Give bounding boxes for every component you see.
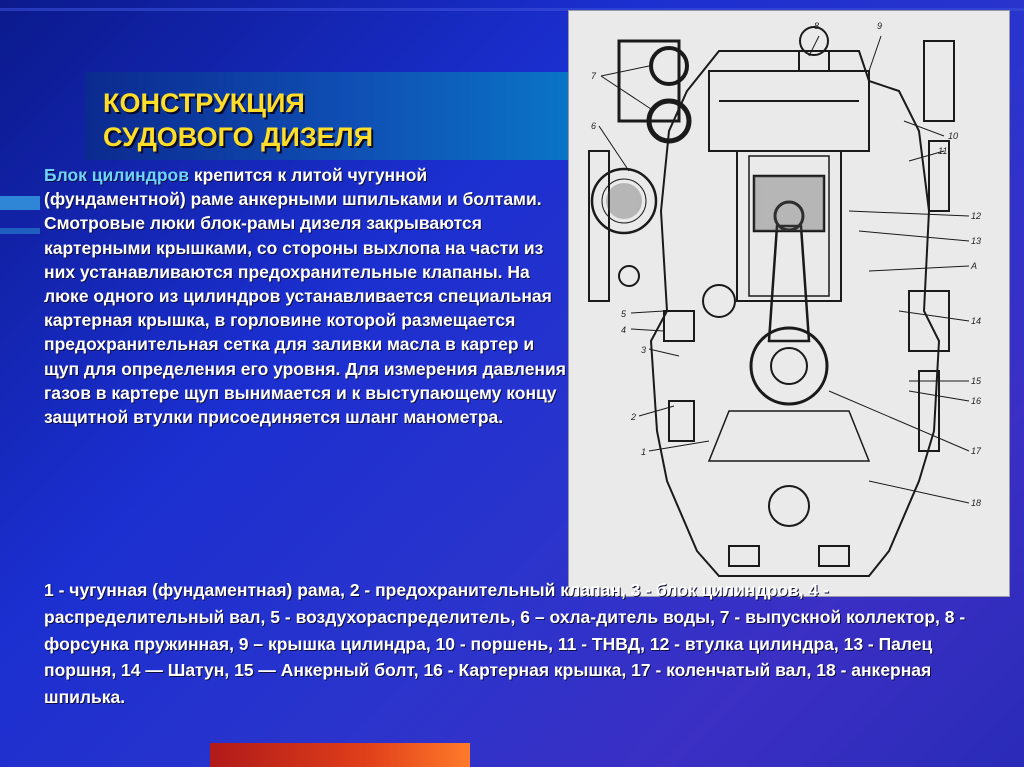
slide-title bbox=[103, 86, 563, 154]
label-right-5: 13 bbox=[971, 236, 982, 246]
label-right-0: 8 bbox=[814, 21, 820, 31]
label-left-4: 3 bbox=[641, 345, 647, 355]
label-left-3: 4 bbox=[621, 325, 627, 335]
label-left-2: 5 bbox=[621, 309, 627, 319]
label-right-6: A bbox=[971, 261, 978, 271]
label-left-1: 6 bbox=[591, 121, 597, 131]
title-line-1: КОНСТРУКЦИЯ bbox=[103, 88, 305, 118]
intro-paragraph bbox=[44, 163, 568, 429]
label-right-1: 9 bbox=[877, 21, 883, 31]
label-right-9: 16 bbox=[971, 396, 982, 406]
label-right-8: 15 bbox=[971, 376, 982, 386]
label-right-10: 17 bbox=[971, 446, 982, 456]
label-left-6: 1 bbox=[641, 447, 647, 457]
engine-diagram bbox=[568, 10, 1010, 597]
legend-caption: 1 - чугунная (фундаментная) рама, 2 - предохранительный клапан, 3 - блок цилиндров, 4 - распределительный вал, 5 - воздухораспределитель, 6 – охла-дитель воды, 7 - выпускной коллектор, 8 - форсунка пружинная, 9 – крышка цилиндра, 10 - поршень, 11 - ТНВД, 12 - втулка цилиндра, 13 - Палец поршня, 14 — Шатун, 15 — Анкерный болт, 16 - Картерная крышка, 17 - коленчатый вал, 18 - анкерная шпилька. bbox=[44, 580, 966, 708]
bottom-decor-bar bbox=[210, 743, 470, 767]
label-right-2: 10 bbox=[948, 131, 959, 141]
intro-text: крепится к литой чугунной (фундаментной) раме анкерными шпильками и болтами. Смотровые люки блок-рамы дизеля закрываются картерными крышками, со стороны выхлопа на части из них устанавливаются предохранительные клапаны. На люке одного из цилиндров устанавливается специальная картерная крышка, в горловине которой размещается предохранительная сетка для заливки масла в картер и щуп для определения его уровня. Для измерения давления газов в картере щуп вынимается и к выступающему концу защитной втулки присоединяется шланг манометра. bbox=[44, 165, 566, 428]
label-right-4: 12 bbox=[971, 211, 982, 221]
intro-lead: Блок цилиндров bbox=[44, 165, 189, 185]
engine-drawing bbox=[569, 11, 1009, 596]
label-left-5: 2 bbox=[631, 412, 637, 422]
label-right-3: 11 bbox=[938, 146, 948, 156]
left-decor-bar bbox=[0, 196, 40, 210]
label-left-0: 7 bbox=[591, 71, 597, 81]
title-line-2: СУДОВОГО ДИЗЕЛЯ bbox=[103, 122, 373, 152]
label-right-11: 18 bbox=[971, 498, 982, 508]
label-right-7: 14 bbox=[971, 316, 982, 326]
left-decor-stripe bbox=[0, 228, 40, 234]
